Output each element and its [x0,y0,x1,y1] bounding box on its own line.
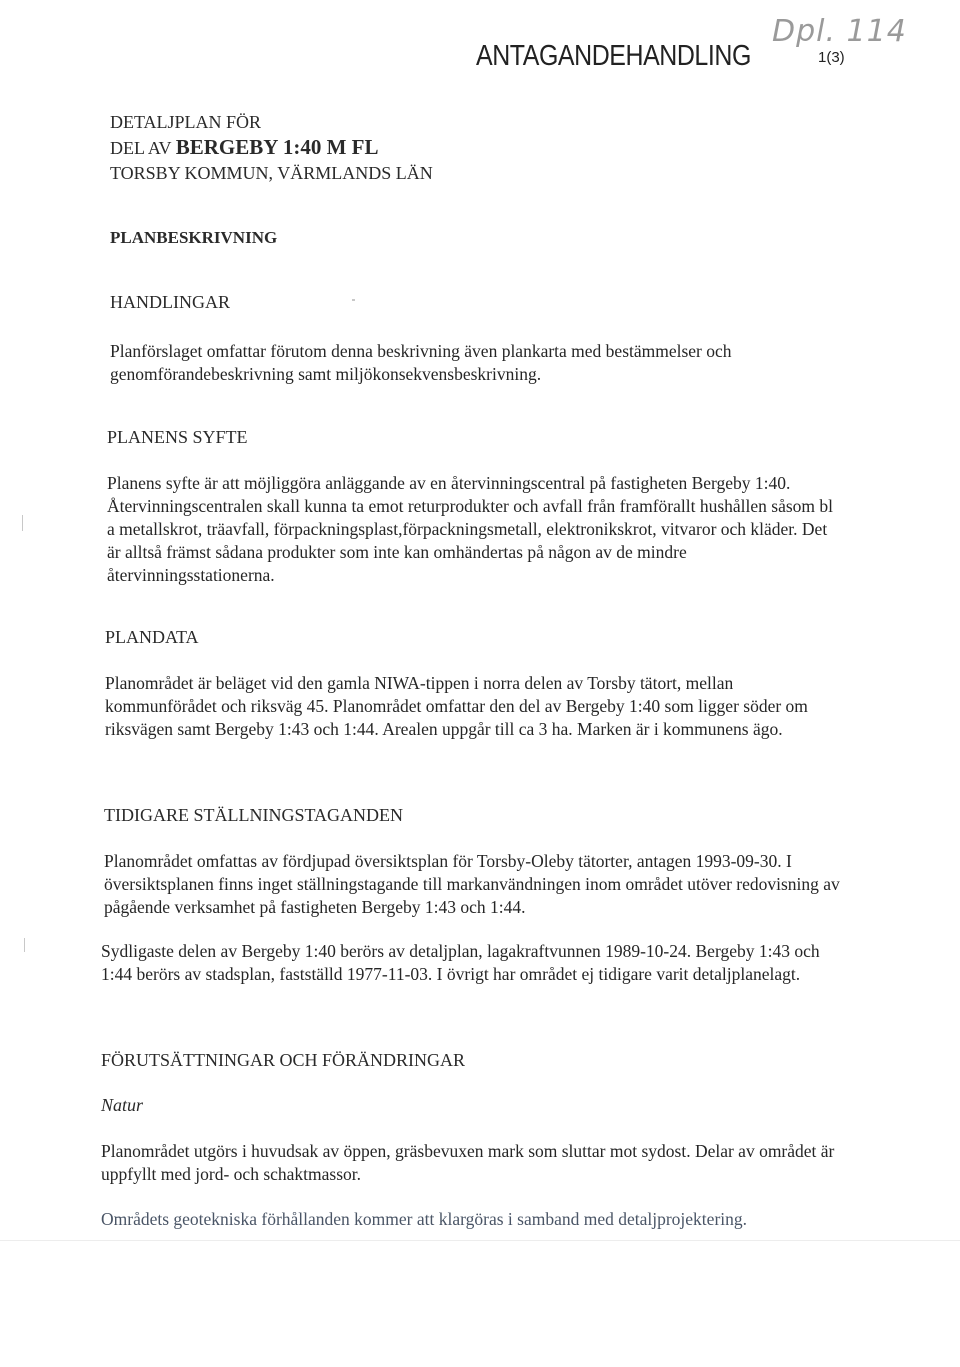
natur-subheading: Natur [101,1095,144,1115]
forutsattningar-heading: FÖRUTSÄTTNINGAR OCH FÖRÄNDRINGAR [101,1050,466,1070]
natur-body-2: Områdets geotekniska förhållanden kommer att klargöras i samband med detaljprojektering. [101,1209,748,1229]
scan-speck [24,938,25,952]
property-name: BERGEBY 1:40 M FL [175,135,379,159]
tidigare-body-1: Planområdet omfattas av fördjupad översiktsplan för Torsby-Oleby tätorter, antagen 1993-09-30. I översiktsplanen finns inget ställningstagande till markanvändningen inom området utöver redovisning av pågående verksamhet på fastigheten Bergeby 1:43 och 1:44. [104,851,840,917]
status-stamp: ANTAGANDEHANDLING [476,40,751,72]
title-line-2 [110,135,433,161]
scan-speck [22,515,23,531]
scan-edge-line [0,1240,960,1241]
syfte-heading: PLANENS SYFTE [107,427,248,447]
handlingar-heading: HANDLINGAR [110,292,230,312]
scan-speck [352,299,355,301]
syfte-body: Planens syfte är att möjliggöra anläggande av en återvinningscentral på fastigheten Bergeby 1:40. Återvinningscentralen skall kunna ta emot returprodukter och avfall från framförallt hushållen såsom bl a metallskrot, träavfall, förpackningsplast,förpackningsmetall, elektronikskrot, vitvaror och kläder. Det är alltså främst sådana produkter som inte kan omhändertas på någon av de mindre återvinningsstationerna. [107,473,834,585]
page-number: 1(3) [818,49,845,66]
tidigare-heading: TIDIGARE STÄLLNINGSTAGANDEN [104,805,404,825]
handlingar-body: Planförslaget omfattar förutom denna beskrivning även plankarta med bestämmelser och genomförandebeskrivning samt miljökonsekvensbeskrivning. [110,341,732,384]
title-prefix: DEL AV [110,138,176,158]
title-line-1: DETALJPLAN FÖR [110,112,262,132]
natur-body-1: Planområdet utgörs i huvudsak av öppen, gräsbevuxen mark som sluttar mot sydost. Delar av området är uppfyllt med jord- och schaktmassor. [101,1141,835,1184]
title-block [110,110,433,186]
tidigare-body-2: Sydligaste delen av Bergeby 1:40 berörs av detaljplan, lagakraftvunnen 1989-10-24. Bergeby 1:43 och 1:44 berörs av stadsplan, fastställd 1977-11-03. I övrigt har området ej tidigare varit detaljplanelagt. [101,941,820,984]
title-line-3: TORSBY KOMMUN, VÄRMLANDS LÄN [110,163,433,183]
handwritten-note: Dpl. 114 [772,14,907,49]
plandata-heading: PLANDATA [105,627,199,647]
document-type-heading: PLANBESKRIVNING [110,228,278,247]
plandata-body: Planområdet är beläget vid den gamla NIWA-tippen i norra delen av Torsby tätort, mellan kommunförådet och riksväg 45. Planområdet omfattar den del av Bergeby 1:40 som ligger söder om riksvägen samt Bergeby 1:43 och 1:44. Arealen uppgår till ca 3 ha. Marken är i kommunens ägo. [105,673,808,739]
